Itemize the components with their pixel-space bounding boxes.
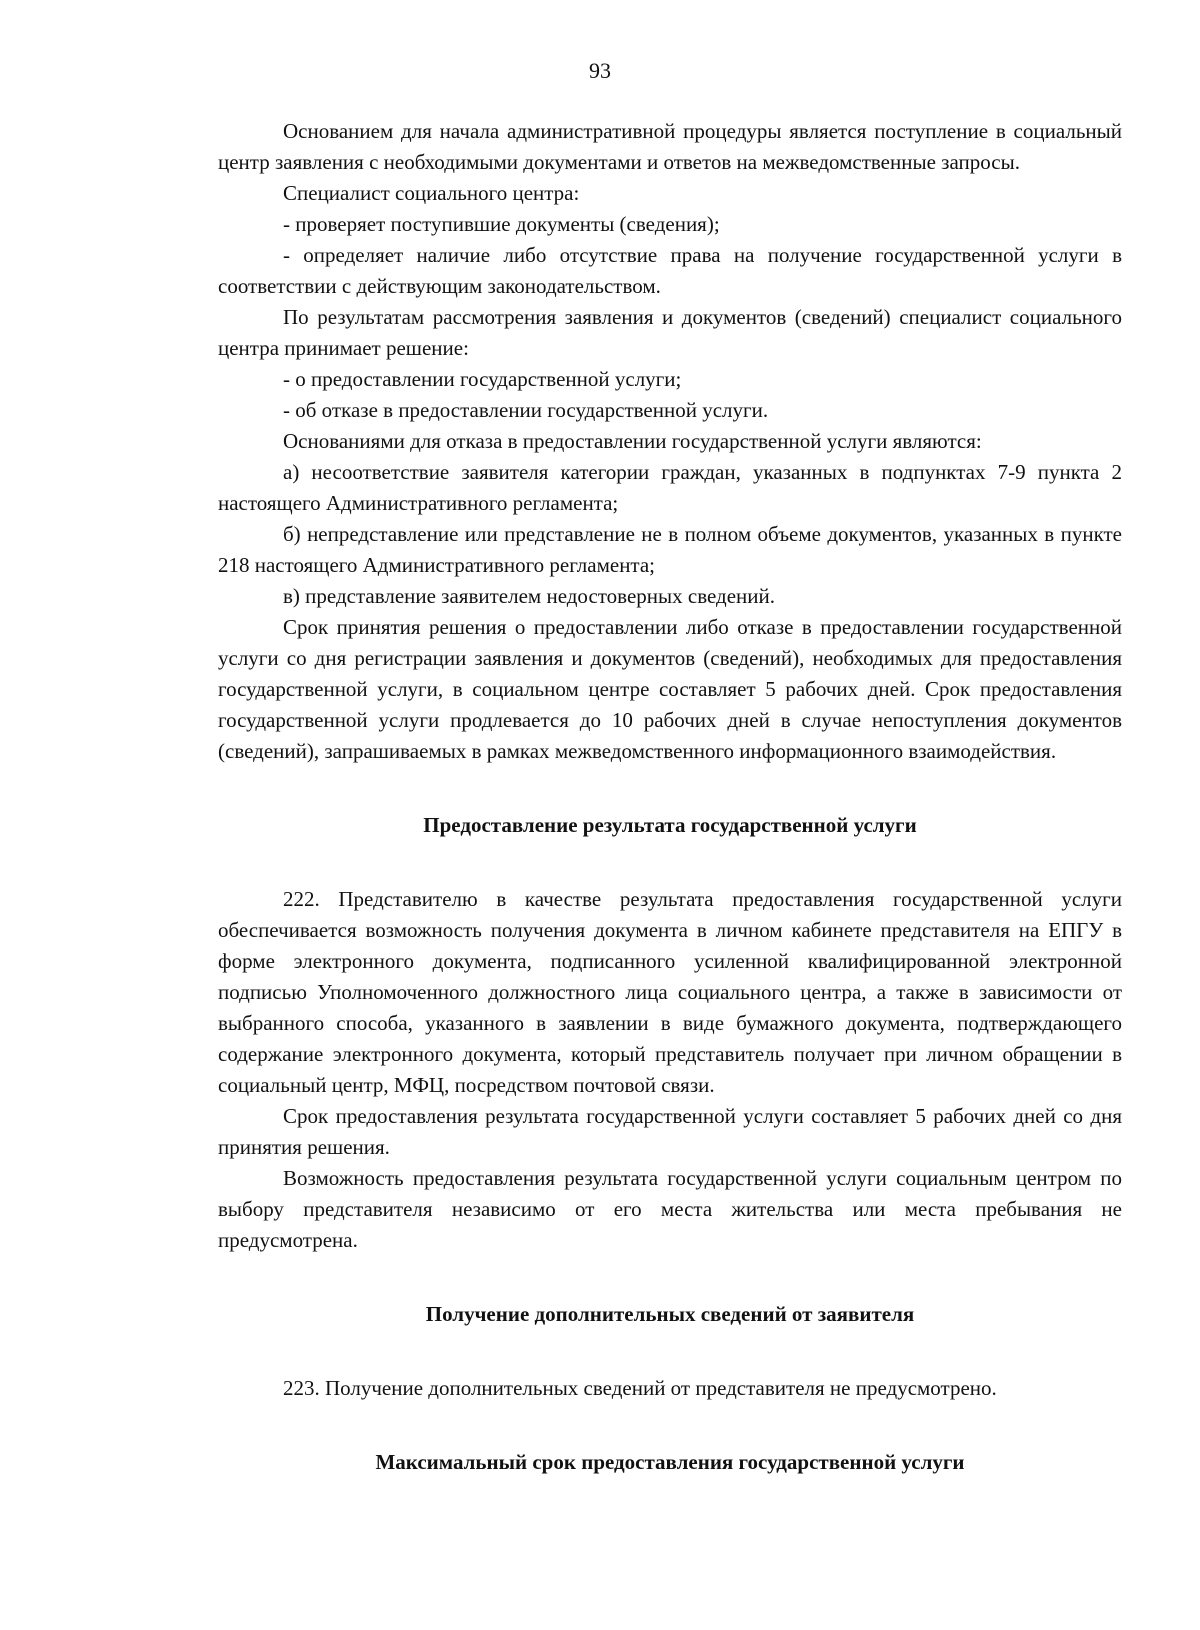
paragraph: По результатам рассмотрения заявления и документов (сведений) специалист социального центра принимает решение: [218, 305, 1122, 360]
list-item: - проверяет поступившие документы (сведения); [283, 212, 720, 236]
list-item: - о предоставлении государственной услуги; [283, 367, 682, 391]
section-heading: Максимальный срок предоставления государственной услуги [375, 1450, 965, 1474]
list-item: - об отказе в предоставлении государственной услуги. [283, 398, 769, 422]
paragraph: Специалист социального центра: [283, 181, 580, 205]
document-body [218, 116, 1122, 1478]
paragraph: Основаниями для отказа в предоставлении государственной услуги являются: [283, 429, 982, 453]
paragraph: Возможность предоставления результата государственной услуги социальным центром по выбору представителя независимо от его места жительства или места пребывания не предусмотрена. [218, 1166, 1122, 1252]
list-item: б) непредставление или представление не в полном объеме документов, указанных в пункте 218 настоящего Административного регламента; [218, 522, 1122, 577]
paragraph: 222. Представителю в качестве результата предоставления государственной услуги обеспечивается возможность получения документа в личном кабинете представителя на ЕПГУ в форме электронного документа, подписанного усиленной квалифицированной электронной подписью Уполномоченного должностного лица социального центра, а также в зависимости от выбранного способа, указанного в заявлении в виде бумажного документа, подтверждающего содержание электронного документа, который представитель получает при личном обращении в социальный центр, МФЦ, посредством почтовой связи. [218, 887, 1122, 1097]
section-heading: Получение дополнительных сведений от заявителя [425, 1302, 915, 1326]
list-item: - определяет наличие либо отсутствие права на получение государственной услуги в соответствии с действующим законодательством. [218, 243, 1122, 298]
paragraph: Основанием для начала административной процедуры является поступление в социальный центр заявления с необходимыми документами и ответов на межведомственные запросы. [218, 119, 1122, 174]
section-heading: Предоставление результата государственной услуги [423, 813, 917, 837]
paragraph: 223. Получение дополнительных сведений от представителя не предусмотрено. [283, 1376, 997, 1400]
page-number: 93 [589, 58, 611, 83]
paragraph: Срок принятия решения о предоставлении либо отказе в предоставлении государственной услуги со дня регистрации заявления и документов (сведений), необходимых для предоставления государственной услуги, в социальном центре составляет 5 рабочих дней. Срок предоставления государственной услуги продлевается до 10 рабочих дней в случае непоступления документов (сведений), запрашиваемых в рамках межведомственного информационного взаимодействия. [218, 615, 1122, 763]
list-item: а) несоответствие заявителя категории граждан, указанных в подпунктах 7-9 пункта 2 настоящего Административного регламента; [218, 460, 1122, 515]
list-item: в) представление заявителем недостоверных сведений. [283, 584, 776, 608]
paragraph: Срок предоставления результата государственной услуги составляет 5 рабочих дней со дня принятия решения. [218, 1104, 1122, 1159]
